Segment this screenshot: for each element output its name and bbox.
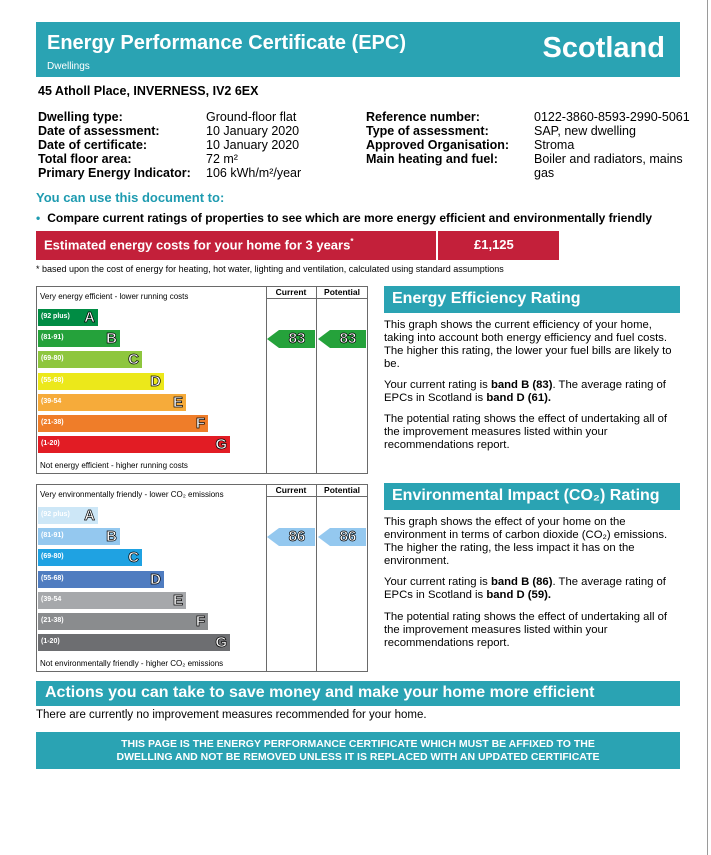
column-divider xyxy=(266,287,267,473)
country-label: Scotland xyxy=(542,32,665,64)
info-value: 10 January 2020 xyxy=(206,124,300,138)
current-band: band B (83) xyxy=(490,379,553,391)
actions-heading-bar xyxy=(36,681,680,706)
eff-potential-rating-arrow xyxy=(318,330,366,348)
bullet-icon: • xyxy=(36,211,41,225)
eff-current-rating-arrow xyxy=(267,330,315,348)
average-band: band D (59). xyxy=(486,589,552,601)
info-label: Dwelling type: xyxy=(38,110,123,124)
band-letter: F xyxy=(195,613,205,630)
current-column-header: Current xyxy=(275,485,307,495)
text: Your current rating is xyxy=(384,379,491,391)
info-value: Stroma xyxy=(534,138,575,152)
final-notice-line-1: THIS PAGE IS THE ENERGY PERFORMANCE CERTIFICATE WHICH MUST BE AFFIXED TO THE xyxy=(121,738,595,750)
band-letter: F xyxy=(195,415,205,432)
final-notice-line-2: DWELLING AND NOT BE REMOVED UNLESS IT IS REPLACED WITH AN UPDATED CERTIFICATE xyxy=(116,751,600,763)
chart-bottom-label: Not environmentally friendly - higher CO₂ emissions xyxy=(40,659,224,668)
band-range: (92 plus) xyxy=(41,511,70,518)
band-letter: G xyxy=(215,436,227,454)
eff-band-a xyxy=(38,309,98,326)
text: Your current rating is xyxy=(384,576,491,588)
band-range: (1-20) xyxy=(41,638,60,646)
energy-cost-bar xyxy=(36,231,559,260)
info-label: Date of certificate: xyxy=(38,138,148,152)
energy-cost-label-text: Estimated energy costs for your home for 3 years xyxy=(44,237,351,253)
info-value: Boiler and radiators, mains gas xyxy=(534,152,683,180)
env-potential-rating-arrow xyxy=(318,528,366,546)
energy-cost-label xyxy=(44,237,353,252)
info-left-values xyxy=(206,110,301,180)
average-band: band D (61). xyxy=(486,392,552,404)
energy-efficiency-chart xyxy=(36,286,368,474)
current-column-header: Current xyxy=(275,287,307,297)
band-range: (1-20) xyxy=(41,440,60,448)
band-range: (55-68) xyxy=(41,574,64,582)
environmental-impact-chart xyxy=(36,484,368,672)
band-letter: A xyxy=(84,309,95,326)
band-letter: D xyxy=(150,570,161,588)
column-divider xyxy=(316,287,317,473)
final-notice-bar xyxy=(36,732,680,769)
actions-text: There are currently no improvement measures recommended for your home. xyxy=(36,709,427,721)
eff-band-f xyxy=(38,415,208,432)
band-letter: G xyxy=(215,634,227,652)
cost-footnote: * based upon the cost of energy for heating, hot water, lighting and ventilation, calculated using standard assumptions xyxy=(36,264,504,274)
info-value: 10 January 2020 xyxy=(206,138,300,152)
info-value: 106 kWh/m²/year xyxy=(206,166,302,180)
env-band-d xyxy=(38,571,164,588)
info-label: Date of assessment: xyxy=(38,124,160,138)
header-banner xyxy=(36,22,680,77)
efficiency-paragraph-2 xyxy=(384,379,680,405)
chart-top-label: Very environmentally friendly - lower CO₂ emissions xyxy=(40,490,224,499)
certificate-subtitle: Dwellings xyxy=(47,61,90,72)
band-letter: E xyxy=(172,393,183,411)
info-label: Main heating and fuel: xyxy=(366,152,498,166)
eff-potential-rating-value: 83 xyxy=(339,329,357,347)
band-range: (21-38) xyxy=(41,419,64,426)
info-label: Approved Organisation: xyxy=(366,138,510,152)
info-right-labels xyxy=(366,110,509,166)
env-band-b xyxy=(38,528,120,545)
environment-heading xyxy=(384,483,680,510)
text: . The average rating of EPCs in Scotland is xyxy=(384,379,666,404)
energy-cost-marker: * xyxy=(350,237,354,246)
band-letter: C xyxy=(128,351,139,369)
chart-bottom-label: Not energy efficient - higher running costs xyxy=(40,461,188,470)
env-band-c xyxy=(38,549,142,566)
page-edge xyxy=(707,0,708,855)
eff-band-b xyxy=(38,330,120,347)
info-label: Reference number: xyxy=(366,110,480,124)
energy-cost-value: £1,125 xyxy=(474,237,514,252)
info-label: Type of assessment: xyxy=(366,124,489,138)
env-band-g xyxy=(38,634,230,651)
band-range: (55-68) xyxy=(41,376,64,384)
band-letter: D xyxy=(150,372,161,390)
info-value: SAP, new dwelling xyxy=(534,124,636,138)
band-range: (81-91) xyxy=(41,532,64,540)
environment-heading-text: Environmental Impact (CO₂) Rating xyxy=(392,487,660,504)
efficiency-paragraph-1: This graph shows the current efficiency of your home, taking into account both energy efficiency and fuel costs. The higher this rating, the lower your fuel bills are likely to be. xyxy=(384,319,672,370)
efficiency-heading xyxy=(384,286,680,313)
header-divider xyxy=(266,298,367,299)
potential-column-header: Potential xyxy=(324,287,360,297)
band-letter: E xyxy=(172,591,183,609)
info-label: Total floor area: xyxy=(38,152,132,166)
environment-paragraph-3: The potential rating shows the effect of undertaking all of the improvement measures listed within your recommendations report. xyxy=(384,611,668,649)
band-range: (81-91) xyxy=(41,334,64,342)
band-letter: C xyxy=(128,549,139,567)
env-potential-rating-value: 86 xyxy=(339,527,357,545)
band-range: (39-54 xyxy=(41,397,62,405)
info-value: Ground-floor flat xyxy=(206,110,297,124)
potential-column-header: Potential xyxy=(324,485,360,495)
environment-paragraph-2 xyxy=(384,576,680,602)
eff-band-c xyxy=(38,351,142,368)
band-range: (92 plus) xyxy=(41,313,70,320)
use-bullet xyxy=(36,211,652,225)
divider xyxy=(436,231,438,260)
column-divider xyxy=(316,485,317,671)
info-value: 72 m² xyxy=(206,152,238,166)
property-address: 45 Atholl Place, INVERNESS, IV2 6EX xyxy=(38,84,259,98)
band-letter: A xyxy=(84,507,95,524)
eff-band-d xyxy=(38,373,164,390)
eff-band-g xyxy=(38,436,230,453)
info-value: 0122-3860-8593-2990-5061 xyxy=(534,110,690,124)
eff-current-rating-value: 83 xyxy=(288,329,306,347)
band-range: (21-38) xyxy=(41,617,64,624)
band-letter: B xyxy=(106,528,117,546)
eff-band-e xyxy=(38,394,186,411)
env-band-f xyxy=(38,613,208,630)
env-current-rating-value: 86 xyxy=(288,527,306,545)
use-bullet-text: Compare current ratings of properties to see which are more energy efficient and environmentally friendly xyxy=(47,211,653,225)
env-band-e xyxy=(38,592,186,609)
env-current-rating-arrow xyxy=(267,528,315,546)
certificate-title: Energy Performance Certificate (EPC) xyxy=(47,32,407,54)
efficiency-paragraph-3: The potential rating shows the effect of undertaking all of the improvement measures listed within your recommendations report. xyxy=(384,413,668,451)
info-left-labels xyxy=(38,110,191,180)
chart-top-label: Very energy efficient - lower running costs xyxy=(40,292,189,301)
column-divider xyxy=(266,485,267,671)
band-range: (69-80) xyxy=(41,553,64,561)
current-band: band B (86) xyxy=(490,576,553,588)
info-label: Primary Energy Indicator: xyxy=(38,166,191,180)
text: . The average rating of EPCs in Scotland is xyxy=(384,576,666,601)
efficiency-heading-text: Energy Efficiency Rating xyxy=(392,290,581,307)
env-band-a xyxy=(38,507,98,524)
environment-paragraph-1: This graph shows the effect of your home on the environment in terms of carbon dioxide (CO₂) emissions. The higher the rating, the less impact it has on the environment. xyxy=(384,516,668,567)
band-range: (69-80) xyxy=(41,355,64,363)
info-right-values xyxy=(534,110,694,180)
band-letter: B xyxy=(106,330,117,348)
actions-heading: Actions you can take to save money and make your home more efficient xyxy=(45,684,595,701)
band-range: (39-54 xyxy=(41,595,62,603)
header-divider xyxy=(266,496,367,497)
use-heading: You can use this document to: xyxy=(36,190,225,205)
